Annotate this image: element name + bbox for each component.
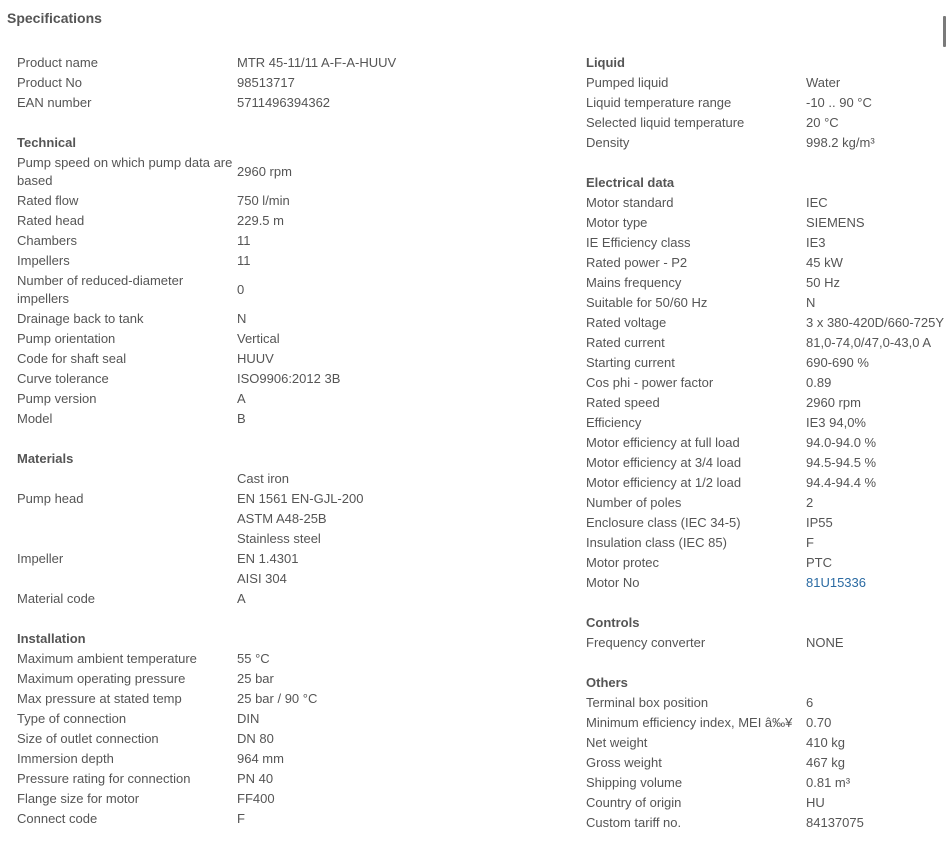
spec-label: Net weight <box>586 735 648 750</box>
spec-label: Curve tolerance <box>17 371 109 386</box>
spec-value: 11 <box>237 253 251 268</box>
spec-value: 94.5-94.5 % <box>806 455 877 470</box>
spec-value: 81,0-74,0/47,0-43,0 A <box>806 335 932 350</box>
spec-value: A <box>237 591 246 606</box>
spec-label: Rated current <box>586 335 665 350</box>
spec-value: AISI 304 <box>237 571 287 586</box>
spec-label: Maximum ambient temperature <box>17 651 197 666</box>
spec-value: EN 1561 EN-GJL-200 <box>237 491 364 506</box>
spec-row <box>586 193 944 213</box>
spec-row <box>586 733 944 753</box>
spec-row <box>17 649 572 669</box>
spec-label: Impellers <box>17 253 70 268</box>
spec-value: IEC <box>806 195 828 210</box>
spec-row <box>17 211 572 231</box>
spec-value: EN 1.4301 <box>237 551 299 566</box>
spec-row <box>586 633 944 653</box>
spec-label: Drainage back to tank <box>17 311 144 326</box>
spec-row <box>586 133 944 153</box>
spec-label: Pumped liquid <box>586 75 669 90</box>
spec-label: Motor No <box>586 575 640 590</box>
spec-label: Rated speed <box>586 395 660 410</box>
spec-row <box>586 313 944 333</box>
spec-label: Motor efficiency at 1/2 load <box>586 475 742 490</box>
spec-value: F <box>237 811 245 826</box>
section-title: Controls <box>586 615 640 630</box>
spec-value: 0 <box>237 282 245 297</box>
spec-row <box>586 73 944 93</box>
spec-value: 11 <box>237 233 251 248</box>
spec-label: Flange size for motor <box>17 791 140 806</box>
spec-row <box>17 589 572 609</box>
spec-label: Starting current <box>586 355 675 370</box>
spec-label: Immersion depth <box>17 751 114 766</box>
section-title: Electrical data <box>586 175 675 190</box>
spec-row <box>586 273 944 293</box>
spec-label: Pressure rating for connection <box>17 771 191 786</box>
spec-label: Frequency converter <box>586 635 706 650</box>
spec-label: Rated voltage <box>586 315 667 330</box>
spec-label: Motor standard <box>586 195 674 210</box>
spec-value: FF400 <box>237 791 275 806</box>
spec-value: 2960 rpm <box>237 164 292 179</box>
spec-value: 45 kW <box>806 255 843 270</box>
spec-value: 25 bar <box>237 671 274 686</box>
spec-row <box>17 729 572 749</box>
spec-value: NONE <box>806 635 844 650</box>
spec-row <box>17 529 572 589</box>
spec-label: Motor protec <box>586 555 659 570</box>
spec-row <box>17 689 572 709</box>
spec-value: 0.70 <box>806 715 832 730</box>
spec-label: Pump version <box>17 391 97 406</box>
spec-label: Enclosure class (IEC 34-5) <box>586 515 741 530</box>
spec-row <box>586 713 944 733</box>
spec-row <box>17 469 572 529</box>
spec-value: IP55 <box>806 515 833 530</box>
spec-label: Liquid temperature range <box>586 95 732 110</box>
spec-value: 3 x 380-420D/660-725Y <box>806 315 945 330</box>
spec-label: Rated head <box>17 213 85 228</box>
spec-label: Number of poles <box>586 495 682 510</box>
spec-label: Pump head <box>17 491 84 506</box>
spec-label: Size of outlet connection <box>17 731 159 746</box>
spec-value: N <box>237 311 247 326</box>
spec-value: 2960 rpm <box>806 395 861 410</box>
spec-label: EAN number <box>17 95 92 110</box>
spec-label: Mains frequency <box>586 275 682 290</box>
spec-value: -10 .. 90 °C <box>806 95 872 110</box>
spec-value: 98513717 <box>237 75 295 90</box>
spec-row <box>586 473 944 493</box>
spec-row <box>17 409 572 429</box>
section-title: Liquid <box>586 55 625 70</box>
motor-no-link[interactable]: 81U15336 <box>806 575 866 590</box>
spec-value: IE3 <box>806 235 826 250</box>
spec-row <box>586 793 944 813</box>
spec-label: Efficiency <box>586 415 642 430</box>
spec-label: IE Efficiency class <box>586 235 691 250</box>
spec-value: 25 bar / 90 °C <box>237 691 318 706</box>
spec-row <box>586 353 944 373</box>
spec-label: Chambers <box>17 233 77 248</box>
spec-label: Pump speed on which pump data are based <box>17 155 233 188</box>
spec-row <box>586 773 944 793</box>
spec-label: Motor efficiency at 3/4 load <box>586 455 742 470</box>
spec-row <box>586 753 944 773</box>
spec-row <box>586 413 944 433</box>
spec-value: IE3 94,0% <box>806 415 866 430</box>
spec-section-installation <box>17 629 572 829</box>
spec-section-electrical-data <box>586 173 944 593</box>
spec-value: 964 mm <box>237 751 284 766</box>
spec-row <box>17 809 572 829</box>
spec-value: ISO9906:2012 3B <box>237 371 341 386</box>
spec-row <box>17 309 572 329</box>
spec-label: Minimum efficiency index, MEI â‰¥ <box>586 715 793 730</box>
spec-section-technical <box>17 133 572 429</box>
spec-value: 410 kg <box>806 735 846 750</box>
spec-row <box>586 373 944 393</box>
spec-value: 690-690 % <box>806 355 869 370</box>
spec-row <box>17 389 572 409</box>
spec-value: 750 l/min <box>237 193 290 208</box>
spec-value: F <box>806 535 814 550</box>
spec-label: Number of reduced-diameter impellers <box>17 273 184 306</box>
spec-row <box>586 493 944 513</box>
spec-label: Product No <box>17 75 83 90</box>
spec-section-others <box>586 673 944 833</box>
spec-value: 467 kg <box>806 755 846 770</box>
spec-label: Suitable for 50/60 Hz <box>586 295 708 310</box>
spec-label: Product name <box>17 55 98 70</box>
spec-row <box>17 369 572 389</box>
spec-label: Cos phi - power factor <box>586 375 714 390</box>
spec-label: Rated flow <box>17 193 79 208</box>
spec-label: Terminal box position <box>586 695 709 710</box>
spec-label: Connect code <box>17 811 98 826</box>
spec-row <box>586 253 944 273</box>
spec-row <box>17 329 572 349</box>
section-title: Technical <box>17 135 77 150</box>
spec-row <box>586 293 944 313</box>
spec-label: Model <box>17 411 53 426</box>
spec-value: 94.4-94.4 % <box>806 475 877 490</box>
spec-row <box>586 233 944 253</box>
spec-value: Cast iron <box>237 471 290 486</box>
spec-row <box>586 213 944 233</box>
spec-value: 94.0-94.0 % <box>806 435 877 450</box>
spec-row <box>17 251 572 271</box>
spec-row <box>17 669 572 689</box>
spec-label: Pump orientation <box>17 331 116 346</box>
spec-value: HU <box>806 795 825 810</box>
spec-row <box>586 453 944 473</box>
spec-label: Rated power - P2 <box>586 255 688 270</box>
spec-section-materials <box>17 449 572 609</box>
spec-value: 0.89 <box>806 375 832 390</box>
spec-value: A <box>237 391 246 406</box>
spec-section-general <box>17 53 572 113</box>
page-title: Specifications <box>7 10 102 26</box>
spec-value: PTC <box>806 555 832 570</box>
spec-row <box>17 349 572 369</box>
spec-label: Gross weight <box>586 755 662 770</box>
spec-row <box>586 513 944 533</box>
spec-value: 84137075 <box>806 815 864 830</box>
right-spec-column <box>586 53 944 833</box>
spec-label: Custom tariff no. <box>586 815 682 830</box>
spec-value: HUUV <box>237 351 274 366</box>
spec-row <box>586 573 944 593</box>
spec-section-liquid <box>586 53 944 153</box>
spec-row <box>17 231 572 251</box>
spec-row <box>17 789 572 809</box>
spec-row <box>17 153 572 191</box>
spec-row <box>586 333 944 353</box>
spec-label: Max pressure at stated temp <box>17 691 182 706</box>
spec-value: B <box>237 411 246 426</box>
spec-row <box>586 693 944 713</box>
section-title: Materials <box>17 451 74 466</box>
spec-row <box>17 73 572 93</box>
spec-row <box>17 191 572 211</box>
spec-value: SIEMENS <box>806 215 865 230</box>
spec-value: Stainless steel <box>237 531 321 546</box>
spec-value: 50 Hz <box>806 275 840 290</box>
section-title: Others <box>586 675 628 690</box>
section-title: Installation <box>17 631 86 646</box>
spec-label: Motor type <box>586 215 648 230</box>
spec-label: Impeller <box>17 551 64 566</box>
spec-row <box>17 271 572 309</box>
spec-value: 6 <box>806 695 814 710</box>
spec-label: Shipping volume <box>586 775 683 790</box>
spec-label: Motor efficiency at full load <box>586 435 740 450</box>
spec-row <box>17 709 572 729</box>
spec-value: PN 40 <box>237 771 274 786</box>
spec-value: Vertical <box>237 331 280 346</box>
spec-label: Country of origin <box>586 795 682 810</box>
spec-row <box>586 113 944 133</box>
spec-value: DIN <box>237 711 260 726</box>
spec-label: Material code <box>17 591 96 606</box>
spec-row <box>17 749 572 769</box>
spec-value: 998.2 kg/m³ <box>806 135 875 150</box>
spec-value: 229.5 m <box>237 213 284 228</box>
spec-value: 5711496394362 <box>237 95 331 110</box>
spec-value: 0.81 m³ <box>806 775 851 790</box>
spec-label: Density <box>586 135 630 150</box>
spec-label: Type of connection <box>17 711 127 726</box>
spec-row <box>17 53 572 73</box>
spec-row <box>586 533 944 553</box>
spec-label: Insulation class (IEC 85) <box>586 535 727 550</box>
spec-row <box>586 553 944 573</box>
spec-row <box>586 393 944 413</box>
spec-value: N <box>806 295 816 310</box>
spec-row <box>17 93 572 113</box>
spec-section-controls <box>586 613 944 653</box>
spec-value: 2 <box>806 495 814 510</box>
spec-row <box>586 813 944 833</box>
spec-label: Selected liquid temperature <box>586 115 745 130</box>
spec-label: Maximum operating pressure <box>17 671 186 686</box>
spec-row <box>586 93 944 113</box>
spec-value: DN 80 <box>237 731 274 746</box>
left-spec-column <box>17 53 572 829</box>
spec-value: 20 °C <box>806 115 839 130</box>
spec-value: MTR 45-11/11 A-F-A-HUUV <box>237 55 397 70</box>
spec-row <box>17 769 572 789</box>
spec-value: Water <box>806 75 841 90</box>
spec-label: Code for shaft seal <box>17 351 127 366</box>
spec-value: ASTM A48-25B <box>237 511 327 526</box>
spec-value: 55 °C <box>237 651 270 666</box>
spec-row <box>586 433 944 453</box>
